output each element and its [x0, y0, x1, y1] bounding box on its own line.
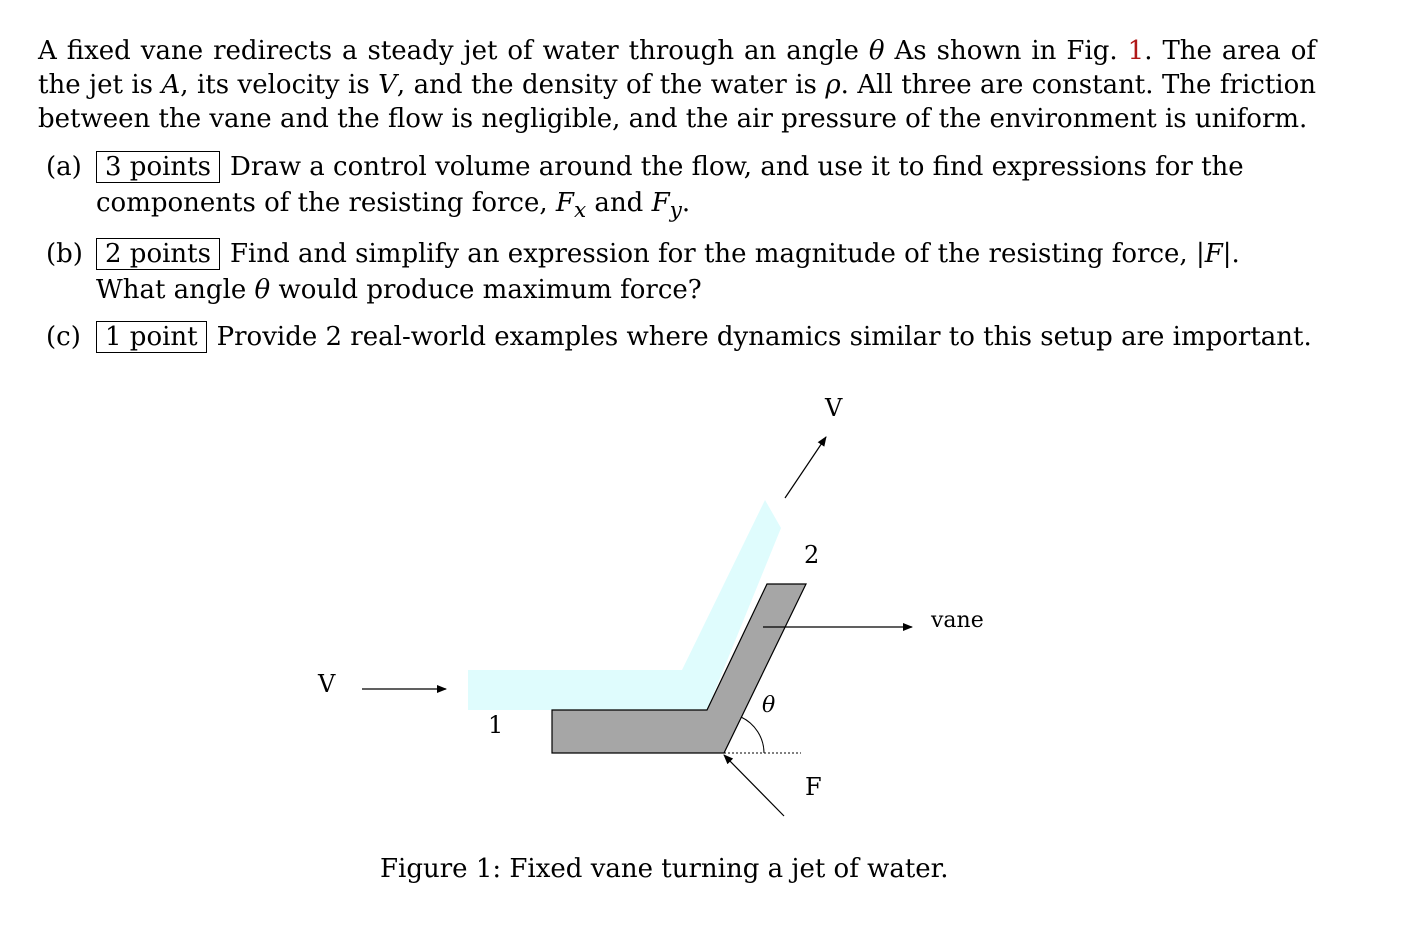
- inlet-velocity-label: V: [318, 670, 336, 698]
- part-c-text-1: Provide 2 real-world examples where dynamics similar to this setup are important.: [216, 322, 1312, 352]
- vane-label: vane: [931, 608, 984, 633]
- theta-symbol: θ: [868, 36, 885, 66]
- vane-body: [552, 584, 806, 753]
- abs-f-symbol: |F|: [1195, 239, 1232, 269]
- velocity-symbol: V: [378, 70, 397, 100]
- theta-label: θ: [762, 693, 776, 718]
- figure-caption: Figure 1: Fixed vane turning a jet of water.: [380, 854, 949, 884]
- part-b-points-box: 2 points: [96, 238, 220, 270]
- intro-text-1: A fixed vane redirects a steady jet of water through an angle: [38, 36, 869, 66]
- fy-symbol: F: [651, 188, 670, 218]
- part-a-text-1: Draw a control volume around the flow, and use it to find expressions for the components of the resisting force,: [96, 152, 1244, 218]
- force-label: F: [805, 773, 822, 801]
- figure-reference-link[interactable]: 1: [1127, 36, 1145, 66]
- part-a-points-box: 3 points: [96, 151, 220, 183]
- intro-text-4: , its velocity is: [180, 70, 379, 100]
- theta-symbol-b: θ: [254, 275, 271, 305]
- part-b-text-2: . What angle: [96, 239, 1240, 305]
- part-a-tag: (a): [46, 152, 82, 182]
- resisting-force-arrow: [724, 755, 784, 816]
- part-a-text-2: and: [586, 188, 652, 218]
- part-b-text-3: would produce maximum force?: [270, 275, 702, 305]
- theta-angle-arc: [741, 717, 764, 753]
- section-1-label: 1: [488, 711, 504, 739]
- intro-text-5: , and the density of the water is: [396, 70, 826, 100]
- part-c-points-box: 1 point: [96, 321, 207, 353]
- outlet-velocity-arrow: [785, 437, 826, 498]
- outlet-velocity-label: V: [825, 394, 843, 422]
- fx-symbol: F: [555, 188, 574, 218]
- intro-text-3: . The area of the jet is: [38, 36, 1316, 100]
- intro-text-2: As shown in Fig.: [884, 36, 1128, 66]
- density-symbol: ρ: [825, 70, 841, 100]
- fy-subscript: y: [669, 198, 682, 224]
- fx-subscript: x: [573, 198, 587, 224]
- intro-text-6: . All three are constant. The friction between the vane and the flow is negligible, and the air pressure of the environment is uniform.: [38, 70, 1316, 134]
- part-c-tag: (c): [46, 322, 81, 352]
- part-b-tag: (b): [46, 239, 83, 269]
- area-symbol: A: [161, 70, 181, 100]
- part-a-text-3: .: [681, 188, 691, 218]
- part-b-text-1: Find and simplify an expression for the magnitude of the resisting force,: [229, 239, 1196, 269]
- section-2-label: 2: [804, 541, 820, 569]
